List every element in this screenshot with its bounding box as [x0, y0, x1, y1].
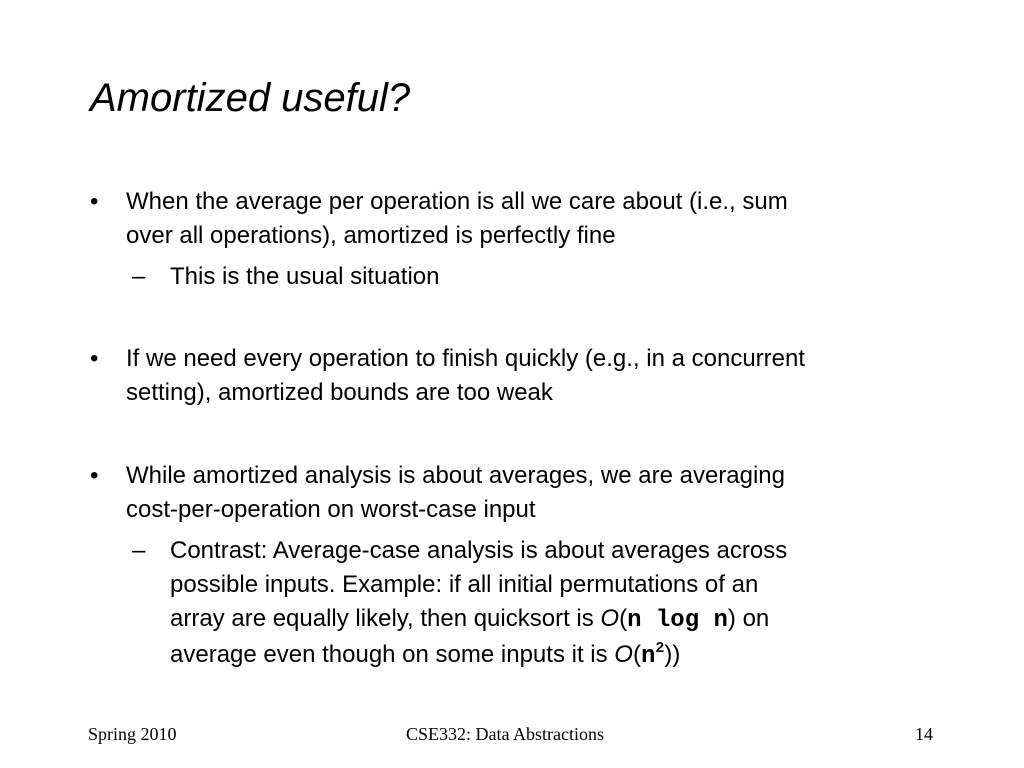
- bullet-line: setting), amortized bounds are too weak: [126, 379, 553, 406]
- big-o-symbol: O: [614, 641, 633, 668]
- code-n: n: [640, 643, 656, 670]
- bullet-line: cost-per-operation on worst-case input: [126, 496, 536, 523]
- subbullet-marker: –: [132, 537, 146, 564]
- slide-title: Amortized useful?: [90, 76, 411, 120]
- subbullet-line: This is the usual situation: [170, 263, 440, 290]
- close-parens: )): [664, 641, 681, 668]
- bullet-line: When the average per operation is all we care about (i.e., sum: [126, 188, 788, 215]
- big-o-symbol: O: [600, 605, 620, 632]
- bullet-line: While amortized analysis is about averages, we are averaging: [126, 462, 786, 489]
- footer-course: CSE332: Data Abstractions: [406, 724, 604, 744]
- text-run: average even though on some inputs it is: [170, 641, 615, 668]
- subbullet-line-quicksort: [170, 602, 787, 638]
- bullet-line: If we need every operation to finish quickly (e.g., in a concurrent: [126, 345, 806, 372]
- bullet-marker: •: [90, 188, 99, 215]
- open-paren: (: [632, 641, 641, 668]
- bullet-marker: •: [90, 345, 99, 372]
- subbullet-marker: –: [132, 263, 146, 290]
- exponent: 2: [655, 640, 665, 657]
- bullet-marker: •: [90, 462, 99, 489]
- subbullet-line: possible inputs. Example: if all initial permutations of an: [170, 571, 759, 598]
- subbullet-line: Contrast: Average-case analysis is about averages across: [170, 537, 788, 564]
- page-number: 14: [915, 724, 933, 744]
- open-paren: (: [619, 605, 628, 632]
- footer-date: Spring 2010: [88, 724, 177, 744]
- code-n-log-n: n log n: [627, 607, 728, 634]
- subbullet-line-worst: [170, 638, 787, 676]
- text-run: ) on: [727, 605, 770, 632]
- text-run: array are equally likely, then quicksort is: [170, 605, 601, 632]
- bullet-line: over all operations), amortized is perfectly fine: [126, 222, 616, 249]
